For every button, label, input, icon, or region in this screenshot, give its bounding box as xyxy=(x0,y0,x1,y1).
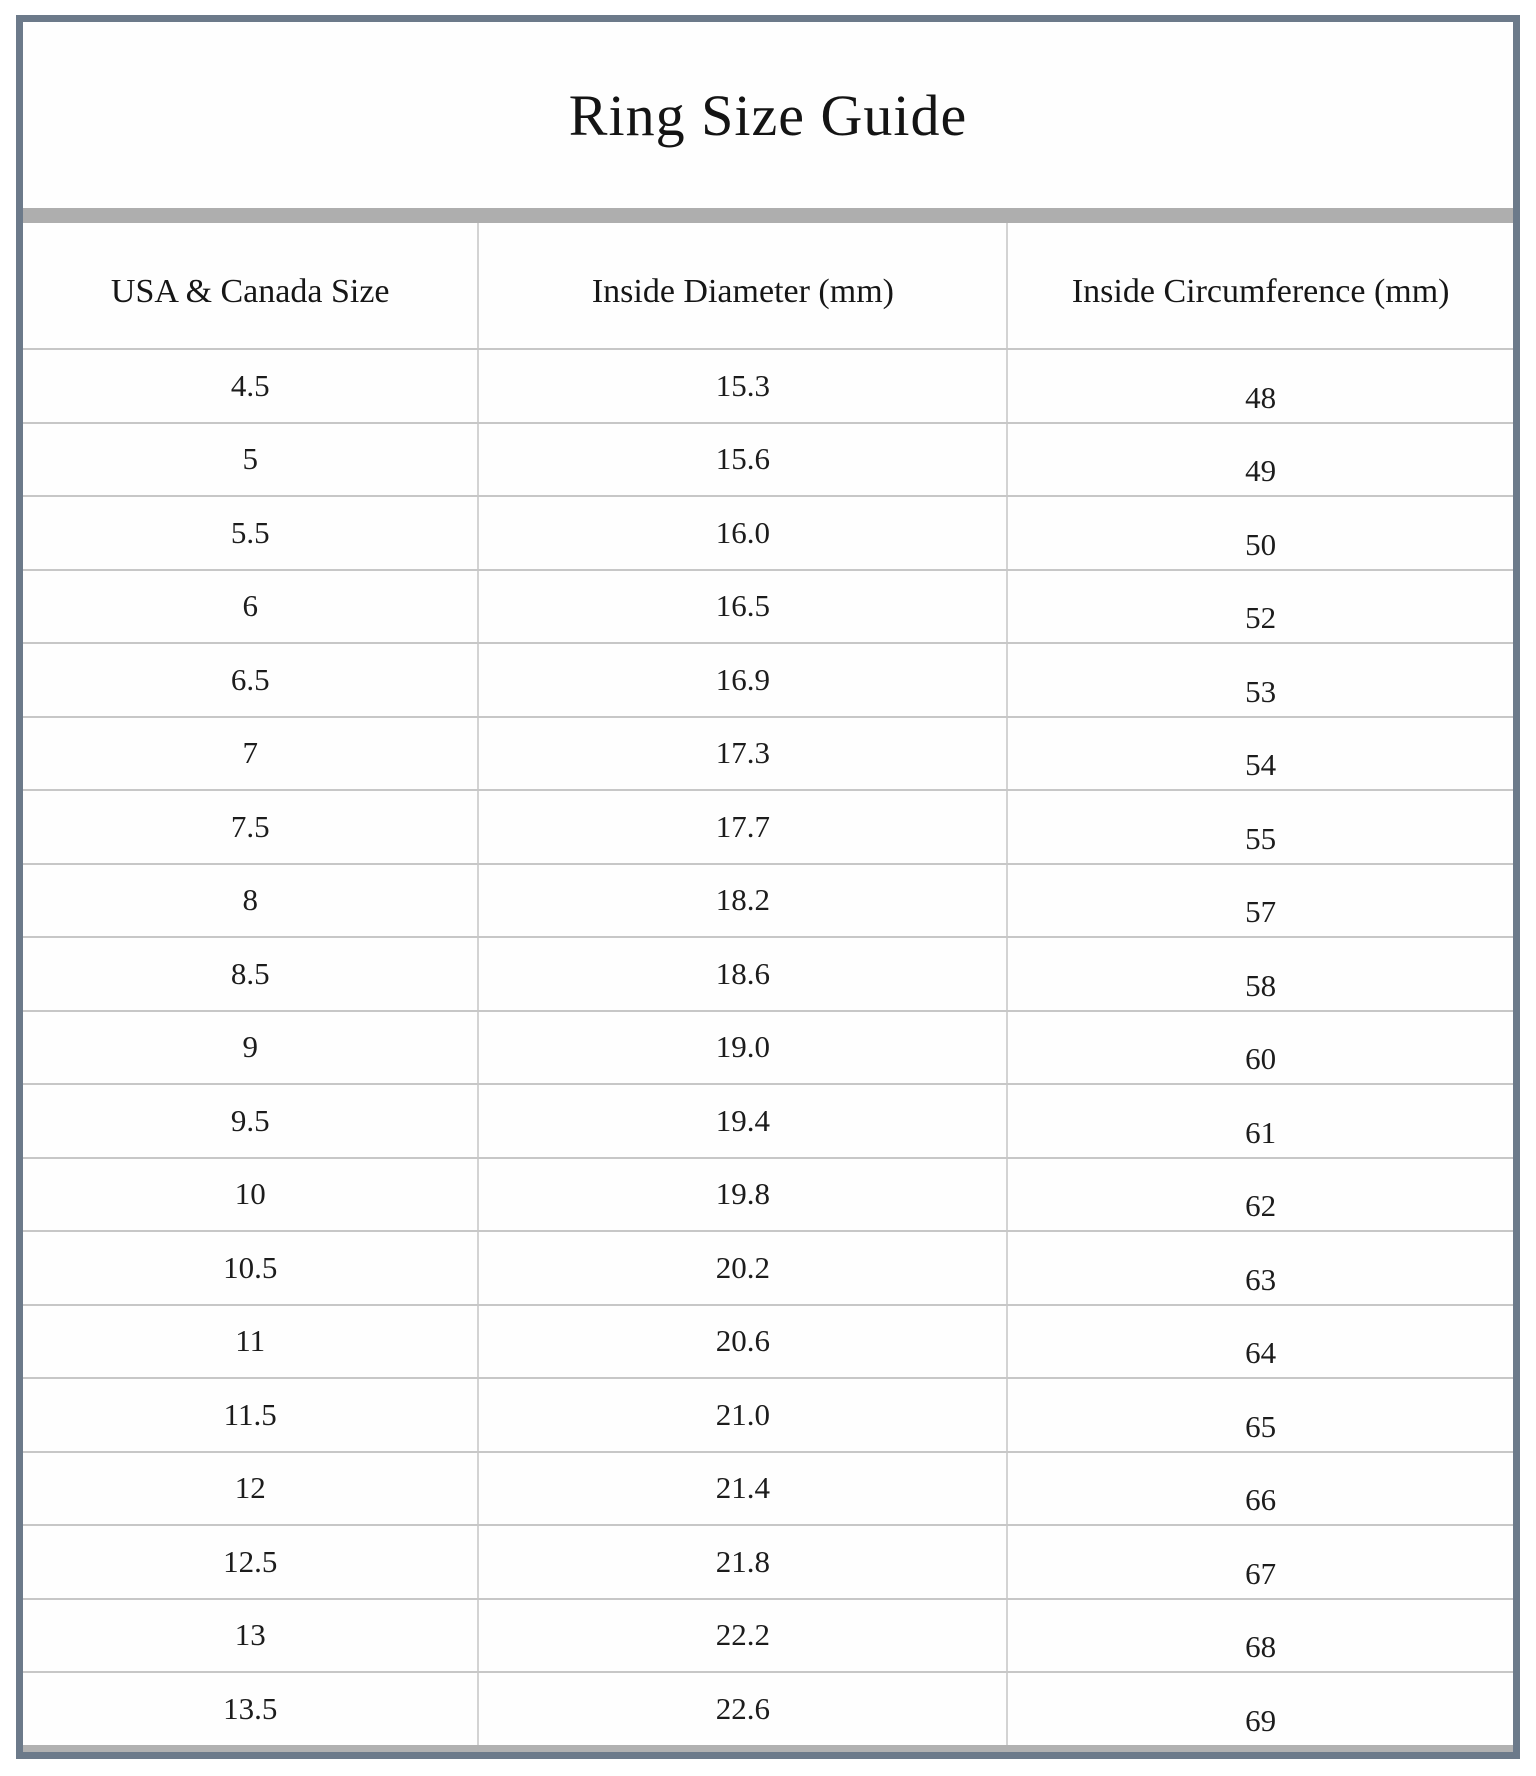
cell-inside-diameter: 16.0 xyxy=(477,497,1006,569)
table-row xyxy=(23,1010,1513,1084)
cell-inside-diameter: 16.5 xyxy=(477,571,1006,643)
cell-usa-size: 12 xyxy=(234,1470,266,1506)
cell-inside-circumference: 63 xyxy=(1006,1232,1513,1304)
title-area xyxy=(23,22,1513,208)
ring-size-guide-card xyxy=(16,15,1520,1759)
cell-usa-size: 7.5 xyxy=(230,808,270,844)
cell-usa-size: 8.5 xyxy=(230,955,270,991)
cell-inside-circumference: 67 xyxy=(1006,1526,1513,1598)
table-row xyxy=(23,642,1513,716)
cell-inside-diameter: 20.6 xyxy=(477,1306,1006,1378)
table-row xyxy=(23,1524,1513,1598)
cell-usa-size: 10 xyxy=(234,1176,266,1212)
cell-usa-size: 12.5 xyxy=(223,1543,278,1579)
cell-usa-size: 9 xyxy=(242,1029,258,1065)
table-row xyxy=(23,863,1513,937)
cell-inside-circumference: 62 xyxy=(1006,1159,1513,1231)
cell-inside-circumference: 66 xyxy=(1006,1453,1513,1525)
cell-inside-diameter: 19.4 xyxy=(477,1085,1006,1157)
table-row xyxy=(23,716,1513,790)
cell-usa-size: 11 xyxy=(235,1323,266,1359)
table-row xyxy=(23,569,1513,643)
cell-inside-diameter: 15.3 xyxy=(477,350,1006,422)
cell-usa-size: 6.5 xyxy=(230,661,270,697)
cell-usa-size: 7 xyxy=(242,735,258,771)
column-header-usa-size: USA & Canada Size xyxy=(110,272,390,310)
cell-inside-diameter: 18.2 xyxy=(477,865,1006,937)
cell-usa-size: 13.5 xyxy=(223,1690,278,1726)
cell-inside-circumference: 48 xyxy=(1006,350,1513,422)
table-row xyxy=(23,1157,1513,1231)
cell-inside-circumference: 58 xyxy=(1006,938,1513,1010)
cell-inside-circumference: 65 xyxy=(1006,1379,1513,1451)
cell-inside-circumference: 61 xyxy=(1006,1085,1513,1157)
cell-inside-circumference: 53 xyxy=(1006,644,1513,716)
table-row xyxy=(23,1377,1513,1451)
table-row xyxy=(23,1598,1513,1672)
cell-inside-diameter: 16.9 xyxy=(477,644,1006,716)
cell-inside-diameter: 20.2 xyxy=(477,1232,1006,1304)
cell-inside-diameter: 21.0 xyxy=(477,1379,1006,1451)
cell-usa-size: 5.5 xyxy=(230,514,270,550)
table-row xyxy=(23,789,1513,863)
cell-inside-circumference: 60 xyxy=(1006,1012,1513,1084)
cell-usa-size: 5 xyxy=(242,441,258,477)
cell-inside-circumference: 49 xyxy=(1006,424,1513,496)
cell-inside-diameter: 15.6 xyxy=(477,424,1006,496)
page-title: Ring Size Guide xyxy=(568,82,968,148)
table-row xyxy=(23,495,1513,569)
cell-inside-diameter: 18.6 xyxy=(477,938,1006,1010)
table-row xyxy=(23,1671,1513,1745)
cell-inside-circumference: 55 xyxy=(1006,791,1513,863)
table-row xyxy=(23,422,1513,496)
table-row xyxy=(23,348,1513,422)
bottom-strip xyxy=(23,1745,1513,1752)
cell-inside-diameter: 17.3 xyxy=(477,718,1006,790)
cell-inside-circumference: 52 xyxy=(1006,571,1513,643)
cell-usa-size: 6 xyxy=(242,588,258,624)
cell-inside-circumference: 57 xyxy=(1006,865,1513,937)
table-header-row xyxy=(23,223,1513,348)
column-header-inside-diameter: Inside Diameter (mm) xyxy=(477,223,1006,348)
cell-inside-diameter: 21.4 xyxy=(477,1453,1006,1525)
cell-inside-circumference: 69 xyxy=(1006,1673,1513,1745)
cell-usa-size: 9.5 xyxy=(230,1102,270,1138)
cell-inside-diameter: 22.2 xyxy=(477,1600,1006,1672)
table-row xyxy=(23,1083,1513,1157)
column-header-inside-circumference: Inside Circumference (mm) xyxy=(1006,223,1513,348)
cell-usa-size: 13 xyxy=(234,1617,266,1653)
cell-usa-size: 4.5 xyxy=(230,367,270,403)
table-row xyxy=(23,1230,1513,1304)
table-body xyxy=(23,348,1513,1745)
cell-inside-diameter: 22.6 xyxy=(477,1673,1006,1745)
cell-inside-diameter: 21.8 xyxy=(477,1526,1006,1598)
table-row xyxy=(23,1304,1513,1378)
table-row xyxy=(23,936,1513,1010)
cell-inside-circumference: 64 xyxy=(1006,1306,1513,1378)
cell-usa-size: 11.5 xyxy=(223,1396,277,1432)
cell-inside-circumference: 50 xyxy=(1006,497,1513,569)
cell-inside-diameter: 19.0 xyxy=(477,1012,1006,1084)
cell-inside-diameter: 19.8 xyxy=(477,1159,1006,1231)
table-row xyxy=(23,1451,1513,1525)
cell-inside-circumference: 54 xyxy=(1006,718,1513,790)
cell-inside-diameter: 17.7 xyxy=(477,791,1006,863)
title-separator-bar xyxy=(23,208,1513,223)
cell-usa-size: 8 xyxy=(242,882,258,918)
cell-usa-size: 10.5 xyxy=(223,1249,278,1285)
cell-inside-circumference: 68 xyxy=(1006,1600,1513,1672)
